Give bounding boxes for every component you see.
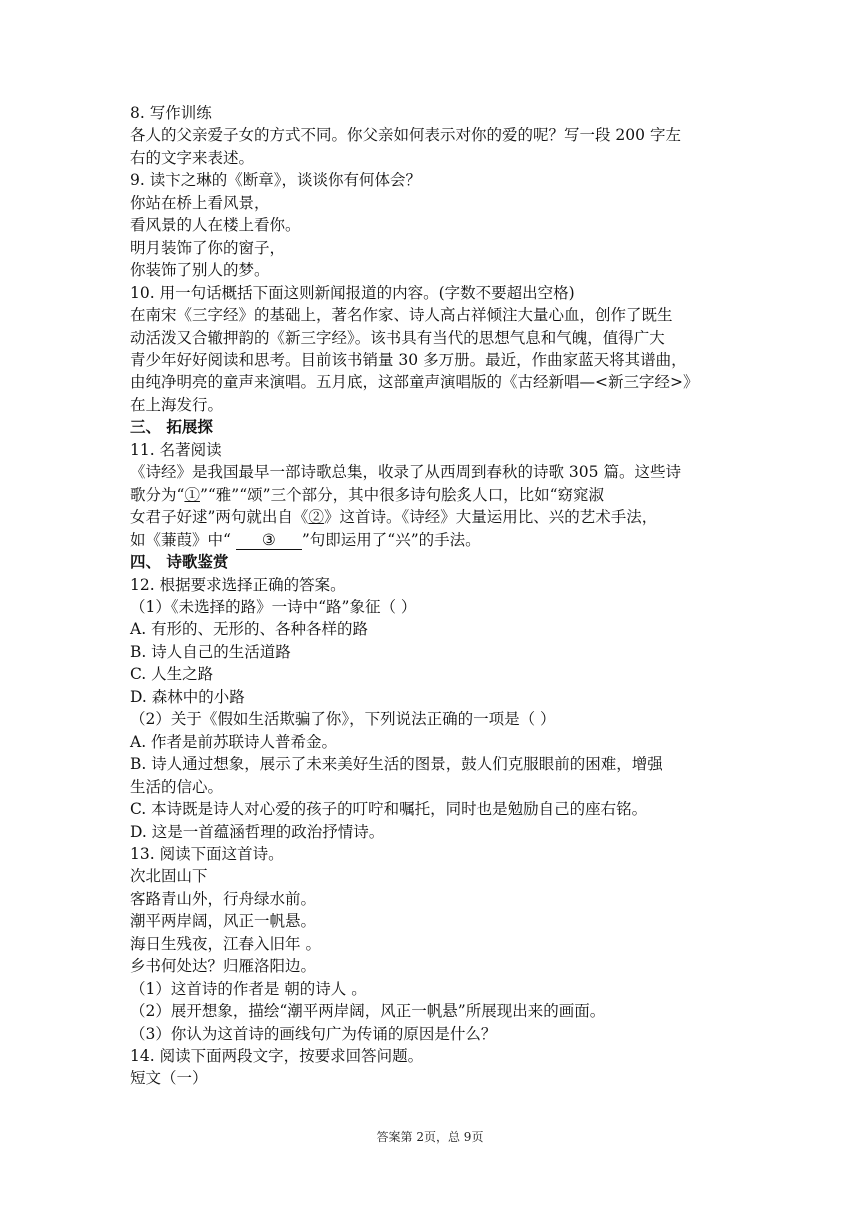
- poem-line: 乡书何处达？归雁洛阳边。: [130, 957, 317, 976]
- q13-sub: （3）你认为这首诗的画线句广为传诵的原因是什么？: [130, 1024, 497, 1043]
- section-heading: 四、 诗歌鉴赏: [130, 552, 229, 572]
- q11-line: [130, 529, 734, 551]
- text: ”“雅”“颂”三个部分，其中很多诗句脍炙人口，比如“窈窕淑: [199, 485, 604, 504]
- document-body: [130, 102, 734, 1090]
- q11-line: [130, 484, 734, 506]
- answer-blank-3: ③: [236, 531, 302, 550]
- q12-stem: （2）关于《假如生活欺骗了你》，下列说法正确的一项是（ ）: [130, 710, 556, 729]
- underlined-poem-text: 海日生残夜，江春入旧年: [130, 934, 301, 953]
- poem-line: 你装饰了别人的梦。: [130, 261, 270, 280]
- text: 如《蒹葭》中“: [130, 530, 236, 549]
- answer-blank-2: ②: [308, 508, 324, 527]
- option: C. 人生之路: [130, 665, 214, 684]
- news-line: 在南宋《三字经》的基础上，著名作家、诗人高占祥倾注大量心血，创作了既生: [130, 306, 673, 325]
- option: A. 作者是前苏联诗人普希金。: [130, 732, 338, 751]
- q14-title: 14. 阅读下面两段文字，按要求回答问题。: [130, 1047, 424, 1066]
- q13-sub: （1）这首诗的作者是 朝的诗人 。: [130, 979, 367, 998]
- poem-line: 明月装饰了你的窗子，: [130, 238, 286, 257]
- page-footer: 答案第 2页，总 9页: [376, 1130, 484, 1144]
- q9-title: 9. 读卞之琳的《断章》，谈谈你有何体会？: [130, 171, 421, 190]
- q11-line: [130, 506, 734, 528]
- option: B. 诗人自己的生活道路: [130, 642, 291, 661]
- q11-line: 《诗经》是我国最早一部诗歌总集，收录了从西周到春秋的诗歌 305 篇。这些诗: [130, 463, 681, 482]
- q8-body-line: 右的文字来表述。: [130, 148, 255, 167]
- option: C. 本诗既是诗人对心爱的孩子的叮咛和嘱托，同时也是勉励自己的座右铭。: [130, 800, 648, 819]
- q8-title: 8. 写作训练: [130, 104, 212, 122]
- text: ”句即运用了“兴”的手法。: [301, 530, 481, 549]
- q13-sub: （2）展开想象，描绘“潮平两岸阔，风正一帆悬”所展现出来的画面。: [130, 1002, 606, 1021]
- q8-body-line: 各人的父亲爱子女的方式不同。你父亲如何表示对你的爱的呢？写一段 200 字左: [130, 126, 681, 145]
- poem-line: 看风景的人在楼上看你。: [130, 216, 301, 235]
- option: B. 诗人通过想象，展示了未来美好生活的图景，鼓人们克服眼前的困难，增强: [130, 755, 663, 774]
- q10-title: 10. 用一句话概括下面这则新闻报道的内容。(字数不要超出空格): [130, 283, 575, 302]
- section-heading: 三、 拓展探: [130, 417, 213, 437]
- q12-stem: （1）《未选择的路》一诗中“路”象征（ ）: [130, 597, 417, 616]
- option: D. 这是一首蕴涵哲理的政治抒情诗。: [130, 822, 385, 841]
- poem-line: 潮平两岸阔，风正一帆悬。: [130, 912, 317, 931]
- q14-sub: 短文（一）: [130, 1069, 208, 1088]
- q11-title: 11. 名著阅读: [130, 440, 222, 459]
- answer-blank-1: ①: [184, 485, 200, 504]
- text: 。: [300, 934, 321, 953]
- news-line: 在上海发行。: [130, 395, 224, 414]
- option: 生活的信心。: [130, 777, 224, 796]
- poem-title: 次北固山下: [130, 867, 208, 886]
- poem-line: 客路青山外，行舟绿水前。: [130, 889, 317, 908]
- news-line: 动活泼又合辙押韵的《新三字经》。该书具有当代的思想气息和气魄，值得广大: [130, 328, 665, 347]
- option: D. 森林中的小路: [130, 687, 245, 706]
- option: A. 有形的、无形的、各种各样的路: [130, 620, 369, 639]
- q12-title: 12. 根据要求选择正确的答案。: [130, 575, 346, 594]
- text: 歌分为“: [130, 485, 185, 504]
- news-line: 青少年好好阅读和思考。目前该书销量 30 多万册。最近，作曲家蓝天将其谱曲，: [130, 350, 687, 369]
- q13-title: 13. 阅读下面这首诗。: [130, 844, 284, 863]
- news-line: 由纯净明亮的童声来演唱。五月底，这部童声演唱版的《古经新唱—<新三字经>》: [130, 373, 699, 392]
- text: 女君子好逑”两句就出自《: [130, 508, 309, 527]
- text: 》这首诗。《诗经》大量运用比、兴的艺术手法，: [323, 508, 658, 527]
- poem-line: 你站在桥上看风景，: [130, 193, 270, 212]
- poem-line: [130, 933, 734, 955]
